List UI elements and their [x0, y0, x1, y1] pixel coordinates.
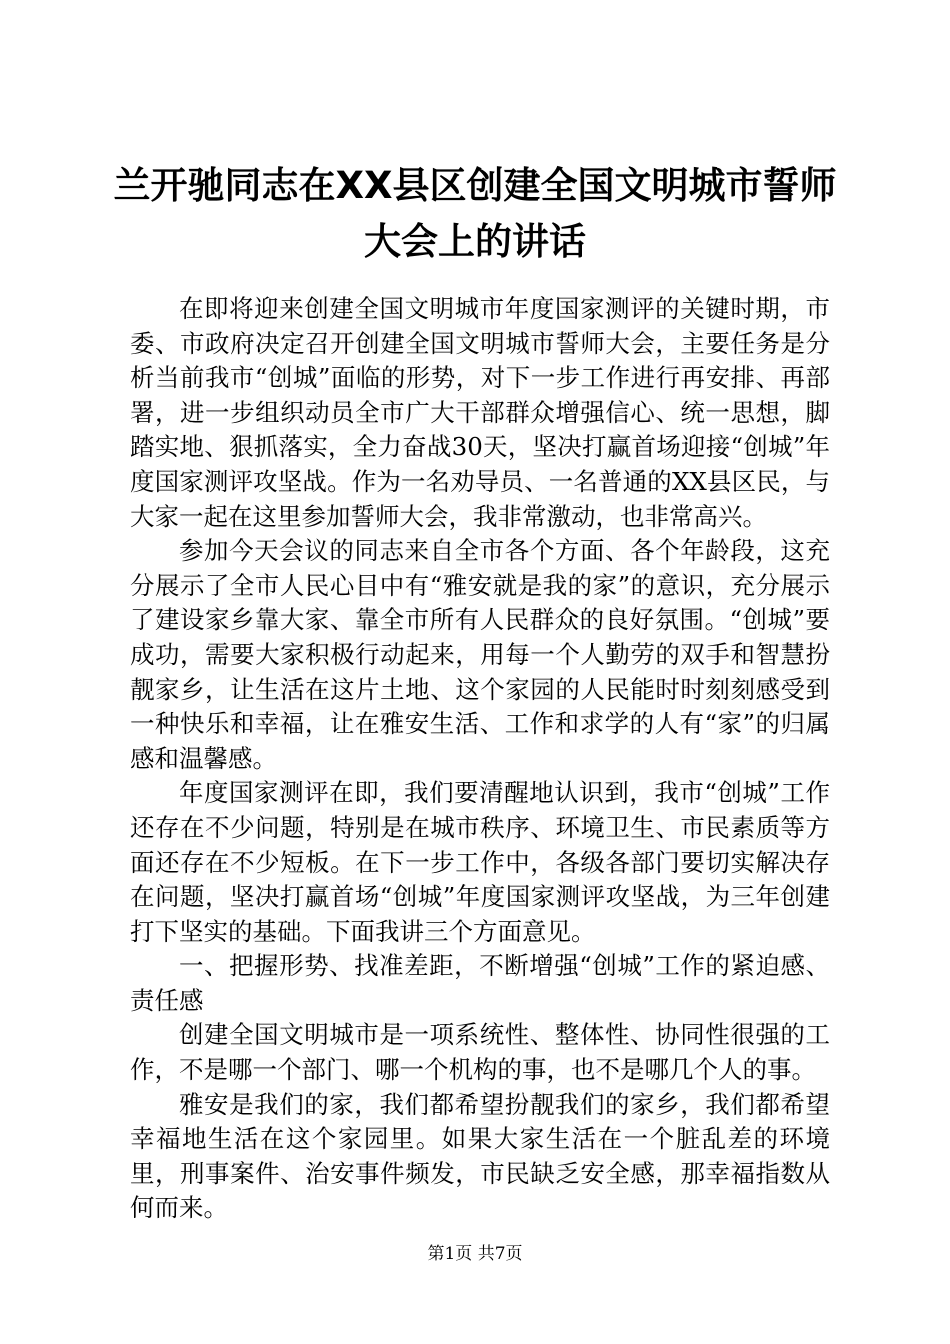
document-body [130, 292, 830, 1226]
paragraph: 雅安是我们的家，我们都希望扮靓我们的家乡，我们都希望幸福地生活在这个家园里。如果大家生活在一个脏乱差的环境里，刑事案件、治安事件频发，市民缺乏安全感，那幸福指数从何而来。 [130, 1089, 830, 1223]
paragraph: 在即将迎来创建全国文明城市年度国家测评的关键时期，市委、市政府决定召开创建全国文明城市誓师大会，主要任务是分析当前我市“创城”面临的形势，对下一步工作进行再安排、再部署，进一步组织动员全市广大干部群众增强信心、统一思想，脚踏实地、狠抓落实，全力奋战30天，坚决打赢首场迎接“创城”年度国家测评攻坚战。作为一名劝导员、一名普通的XX县区民，与大家一起在这里参加誓师大会，我非常激动，也非常高兴。 [130, 294, 830, 531]
section-heading: 一、把握形势、找准差距，不断增强“创城”工作的紧迫感、责任感 [130, 951, 830, 1015]
paragraph: 参加今天会议的同志来自全市各个方面、各个年龄段，这充分展示了全市人民心目中有“雅安就是我的家”的意识，充分展示了建设家乡靠大家、靠全市所有人民群众的良好氛围。“创城”要成功，需要大家积极行动起来，用每一个人勤劳的双手和智慧扮靓家乡，让生活在这片土地、这个家园的人民能时时刻刻感受到一种快乐和幸福，让在雅安生活、工作和求学的人有“家”的归属感和温馨感。 [130, 536, 830, 773]
paragraph: 创建全国文明城市是一项系统性、整体性、协同性很强的工作，不是哪一个部门、哪一个机构的事，也不是哪几个人的事。 [130, 1020, 830, 1085]
page-footer: 第1页 共7页 [427, 1244, 523, 1264]
document-title-line-1: 兰开驰同志在XX县区创建全国文明城市誓师 [113, 164, 837, 207]
document-title-line-2: 大会上的讲话 [364, 220, 586, 263]
paragraph: 年度国家测评在即，我们要清醒地认识到，我市“创城”工作还存在不少问题，特别是在城市秩序、环境卫生、市民素质等方面还存在不少短板。在下一步工作中，各级各部门要切实解决存在问题，坚决打赢首场“创城”年度国家测评攻坚战，为三年创建打下坚实的基础。下面我讲三个方面意见。 [130, 778, 830, 946]
